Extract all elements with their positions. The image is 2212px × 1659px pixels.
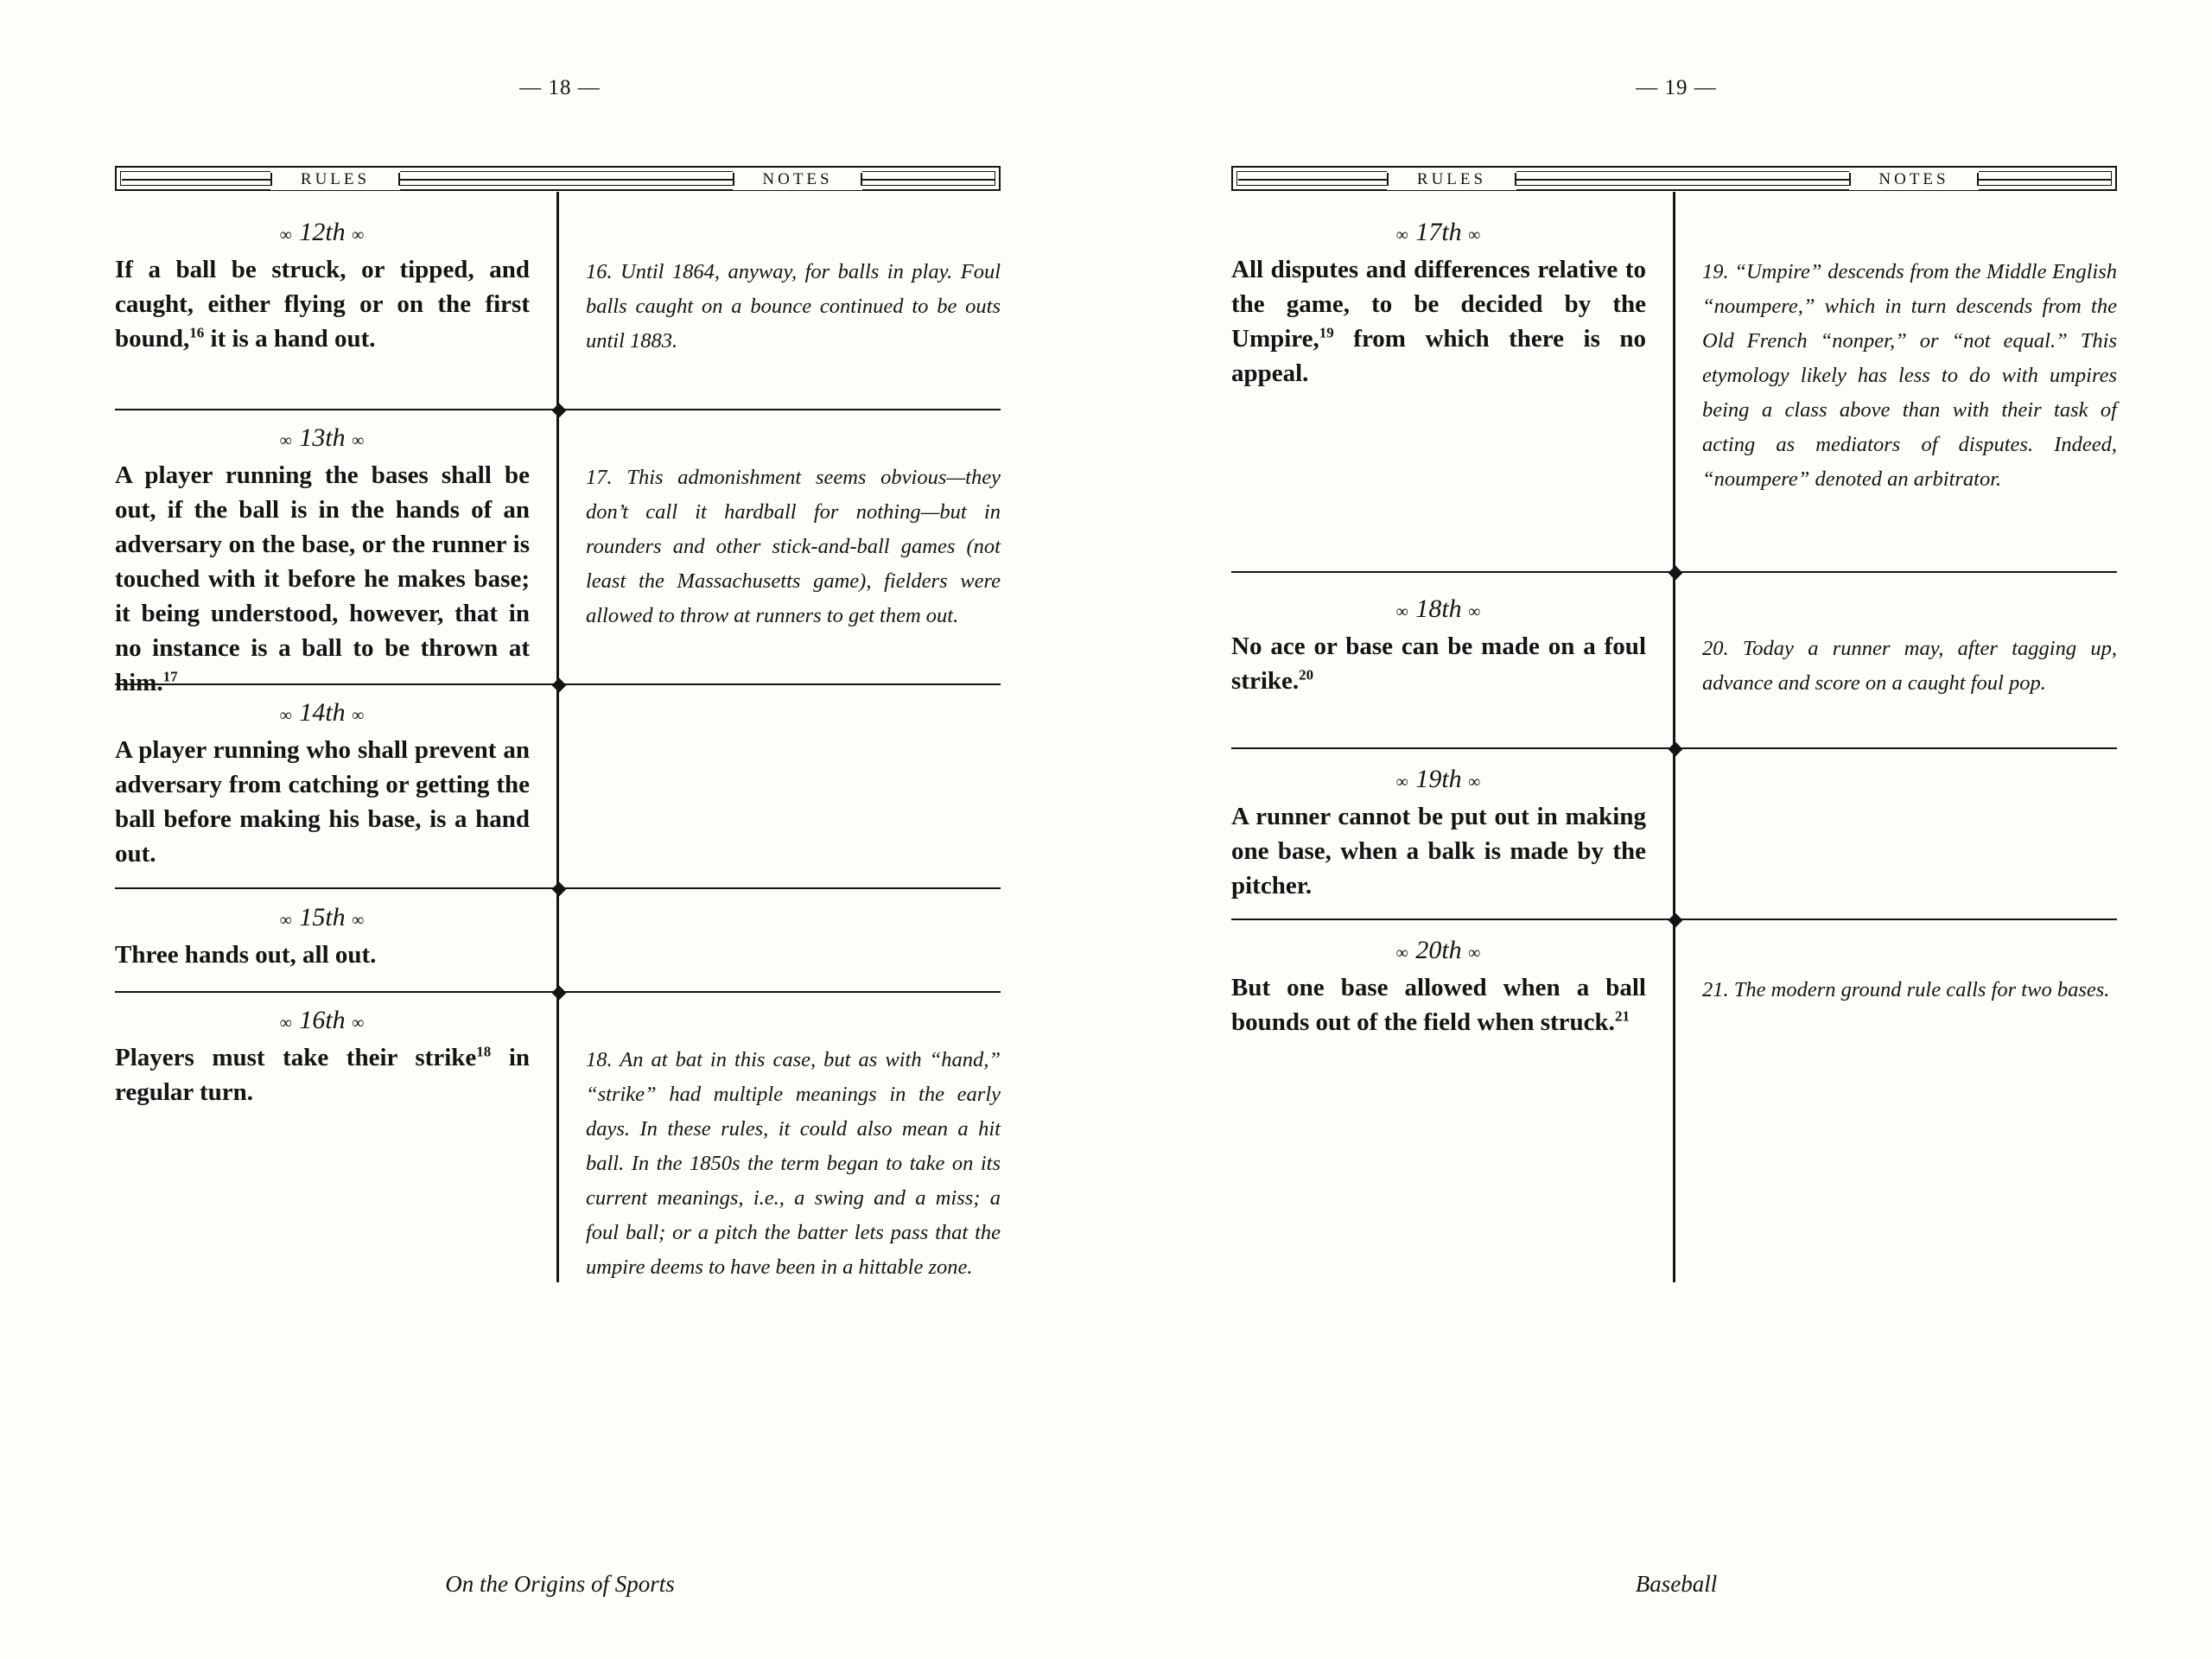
running-foot: Baseball [1635,1571,1718,1597]
separator-dot [552,986,567,1001]
infinity-ornament: ∞ [1468,772,1482,791]
rule-text: Three hands out, all out. [115,941,377,969]
infinity-ornament: ∞ [1468,226,1482,245]
rule-heading: ∞ 18th ∞ [1395,594,1482,623]
rule-text: No ace or base can be made on a foul strike.$^{20}$ [1231,632,1646,695]
note-text: 18. An at bat in this case, but as with “hand,” “strike” had multiple meanings in the early days. In these rules, it could also mean a hit ball. In the 1850s the term began to take on its current meanings, i.e., a swing and a miss; a foul ball; or a pitch the batter lets pass that the umpire deems to have been in a hittable zone. [586,1048,1001,1279]
footnote-ref: 17 [162,668,178,685]
footnote-ref: 18 [476,1043,492,1060]
rule-heading: ∞ 14th ∞ [279,698,365,727]
rule-heading: ∞ 13th ∞ [279,423,365,452]
rule-heading: ∞ 17th ∞ [1395,218,1482,246]
infinity-ornament: ∞ [279,911,293,930]
rule-heading: ∞ 19th ∞ [1395,765,1482,793]
notes-column-label: NOTES [1849,168,1979,190]
rules-column-label: RULES [1387,168,1516,190]
rule-text: If a ball be struck, or tipped, and caught, either flying or on the first bound,$^{16}$ it is a hand out. [115,256,530,353]
infinity-ornament: ∞ [1468,944,1482,963]
footnote-ref: 16 [189,324,205,341]
infinity-ornament: ∞ [352,1014,365,1033]
right-page [1116,0,2212,1659]
rule-text: But one base allowed when a ball bounds out of the field when struck.$^{21}$ [1231,974,1646,1036]
rule-heading: ∞ 20th ∞ [1395,936,1482,964]
rule-heading: ∞ 15th ∞ [279,903,365,931]
rule-text: A player running the bases shall be out, if the ball is in the hands of an adversary on the base, or the runner is touched with it before he makes base; it being understood, however, that in no instance is a ball to be thrown at him.$^{17}$ [115,461,530,696]
rule-heading: ∞ 12th ∞ [279,218,365,246]
separator-dot [552,404,567,418]
note-text: 19. “Umpire” descends from the Middle English “noumpere,” which in turn descends from the Old French “nonper,” or “not equal.” This etymology likely has less to do with umpires being a class above than with their task of acting as mediators of disputes. Indeed, “noumpere” denoted an arbitrator. [1702,260,2117,491]
column-header-bar [115,166,1001,191]
note-text: 16. Until 1864, anyway, for balls in play. Foul balls caught on a bounce continued to be outs until 1883. [586,260,1001,353]
note-text: 17. This admonishment seems obvious—they don’t call it hardball for nothing—but in rounders and other stick-and-ball games (not least the Massachusetts game), fielders were allowed to throw at runners to get them out. [586,466,1001,627]
column-divider [556,192,559,1282]
rule-text: Players must take their strike$^{18}$ in regular turn. [115,1043,531,1106]
infinity-ornament: ∞ [279,431,293,450]
rule-text: All disputes and differences relative to the game, to be decided by the Umpire,$^{19}$ from which there is no appeal. [1231,256,1646,387]
page-number: — 18 — [519,76,601,99]
infinity-ornament: ∞ [352,431,365,450]
infinity-ornament: ∞ [352,226,365,245]
infinity-ornament: ∞ [279,1014,293,1033]
separator-dot [552,678,567,693]
infinity-ornament: ∞ [1395,602,1409,621]
footnote-ref: 19 [1319,324,1334,341]
note-text: 20. Today a runner may, after tagging up, advance and score on a caught foul pop. [1702,637,2117,695]
rule-text: A player running who shall prevent an adversary from catching or getting the ball before making his base, is a hand out. [115,736,530,868]
infinity-ornament: ∞ [279,226,293,245]
infinity-ornament: ∞ [1395,944,1409,963]
footnote-ref: 20 [1299,666,1314,683]
rules-column-label: RULES [270,168,400,190]
separator-dot [1669,742,1683,757]
column-header-bar [1231,166,2117,191]
rule-text: A runner cannot be put out in making one base, when a balk is made by the pitcher. [1231,803,1646,899]
notes-column-label: NOTES [733,168,862,190]
infinity-ornament: ∞ [1468,602,1482,621]
infinity-ornament: ∞ [352,706,365,725]
running-foot: On the Origins of Sports [445,1571,675,1597]
infinity-ornament: ∞ [1395,226,1409,245]
separator-dot [552,882,567,897]
infinity-ornament: ∞ [1395,772,1409,791]
column-divider [1673,192,1675,1282]
note-text: 21. The modern ground rule calls for two bases. [1702,978,2110,1001]
infinity-ornament: ∞ [279,706,293,725]
footnote-ref: 21 [1614,1007,1630,1025]
separator-dot [1669,566,1683,581]
rule-heading: ∞ 16th ∞ [279,1006,365,1034]
page-number: — 19 — [1636,76,1717,99]
separator-dot [1669,913,1683,928]
infinity-ornament: ∞ [352,911,365,930]
